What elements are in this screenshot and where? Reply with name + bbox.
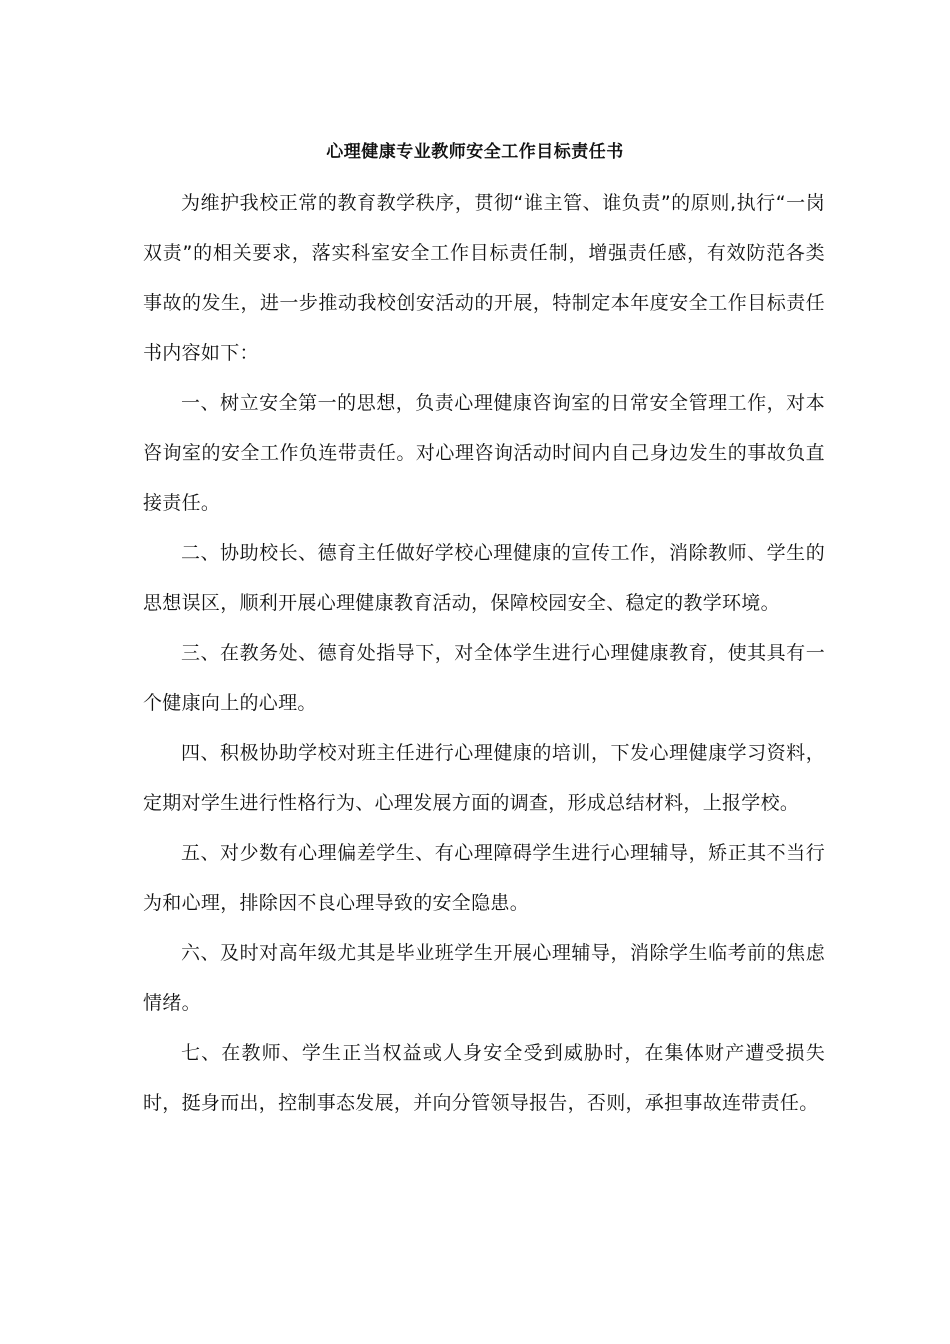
clause-3-paragraph: 三、在教务处、德育处指导下，对全体学生进行心理健康教育，使其具有一个健康向上的心理。 bbox=[143, 642, 825, 714]
intro-paragraph: 为维护我校正常的教育教学秩序，贯彻“谁主管、谁负责”的原则,执行“一岗双责”的相关要求，落实科室安全工作目标责任制，增强责任感，有效防范各类事故的发生，进一步推动我校创安活动的开展，特制定本年度安全工作目标责任书内容如下： bbox=[143, 192, 825, 364]
clause-7-paragraph: 七、在教师、学生正当权益或人身安全受到威胁时，在集体财产遭受损失时，挺身而出，控制事态发展，并向分管领导报告，否则，承担事故连带责任。 bbox=[143, 1042, 825, 1114]
document-title: 心理健康专业教师安全工作目标责任书 bbox=[326, 142, 624, 162]
clause-2-paragraph: 二、协助校长、德育主任做好学校心理健康的宣传工作，消除教师、学生的思想误区，顺利开展心理健康教育活动，保障校园安全、稳定的教学环境。 bbox=[143, 542, 825, 614]
clause-6-paragraph: 六、及时对高年级尤其是毕业班学生开展心理辅导，消除学生临考前的焦虑情绪。 bbox=[143, 942, 825, 1014]
clause-5-paragraph: 五、对少数有心理偏差学生、有心理障碍学生进行心理辅导，矫正其不当行为和心理，排除因不良心理导致的安全隐患。 bbox=[143, 842, 825, 914]
clause-4-paragraph: 四、积极协助学校对班主任进行心理健康的培训，下发心理健康学习资料，定期对学生进行性格行为、心理发展方面的调查，形成总结材料，上报学校。 bbox=[143, 742, 825, 814]
clause-1-paragraph: 一、树立安全第一的思想，负责心理健康咨询室的日常安全管理工作，对本咨询室的安全工作负连带责任。对心理咨询活动时间内自己身边发生的事故负直接责任。 bbox=[143, 392, 825, 514]
document-body bbox=[143, 178, 825, 1128]
